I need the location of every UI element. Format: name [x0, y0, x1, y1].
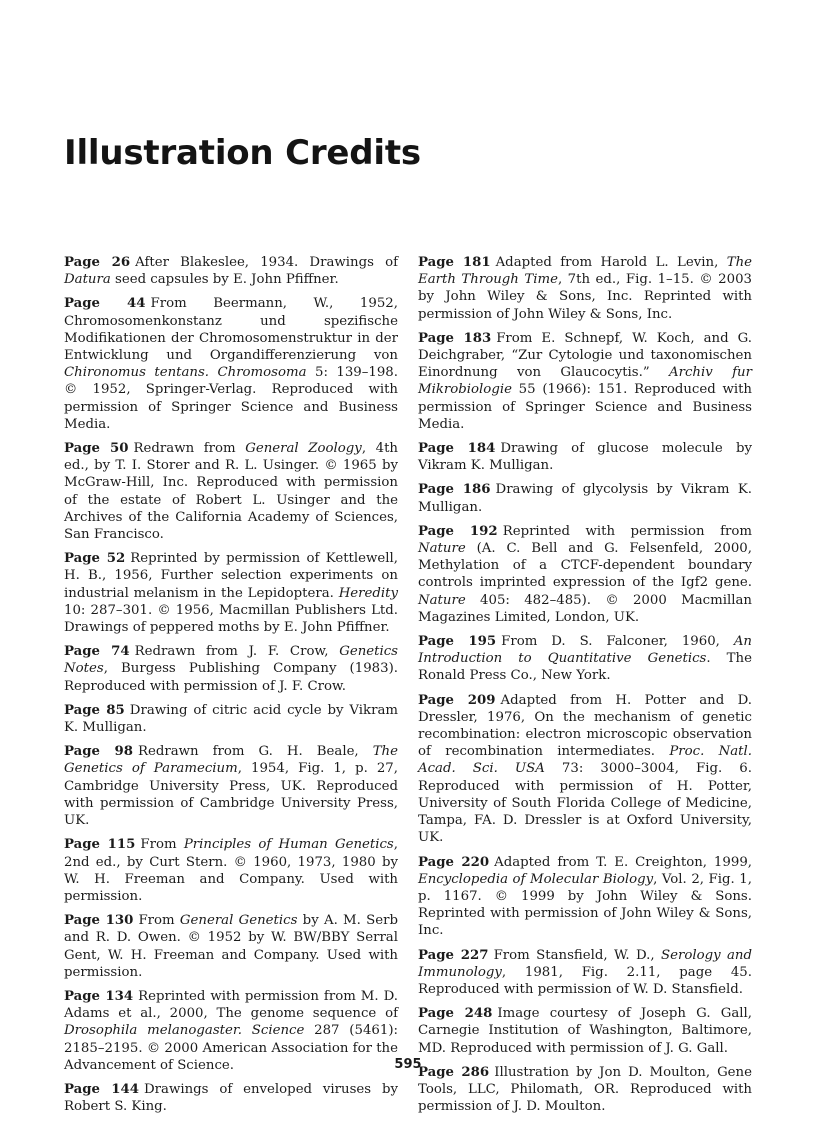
- credit-page-ref: Page 209: [418, 692, 496, 708]
- credit-page-ref: Page 195: [418, 634, 497, 650]
- credit-page-ref: Page 248: [418, 1006, 493, 1022]
- credit-text: Redrawn from: [133, 441, 246, 457]
- credit-text: After Blakeslee, 1934. Drawings of: [135, 255, 398, 270]
- credit-page-ref: Page 26: [64, 255, 131, 270]
- page-number: 595: [394, 1057, 422, 1072]
- credit-text: , 1981, Fig. 2.11, page 45. Reproduced with permission of W. D. Stansfield.: [418, 964, 752, 997]
- credit-title-italic: Nature: [418, 592, 466, 608]
- credit-entry: [64, 440, 398, 543]
- credit-title-italic: Principles of Human Genetics: [183, 837, 394, 853]
- credit-page-ref: Page 286: [418, 1064, 490, 1080]
- credit-page-ref: Page 181: [418, 255, 491, 270]
- credit-title-italic: Datura: [64, 272, 111, 288]
- credit-entry: [64, 836, 398, 905]
- credit-entry: [418, 633, 752, 685]
- credit-text: 73: 3000–3004, Fig. 6. Reproduced with permission of H. Potter, University of South Florida College of Medicine, Tampa, FA. D. Dressler is at Oxford University, UK.: [418, 761, 752, 846]
- credit-page-ref: Page 130: [64, 913, 134, 929]
- credit-text: Reprinted with permission from M. D. Adams et al., 2000, The genome sequence of: [64, 988, 398, 1022]
- credit-entry: [64, 743, 398, 829]
- credit-text: , Burgess Publishing Company (1983). Reproduced with permission of J. F. Crow.: [64, 661, 398, 694]
- credit-text: 287 (5461): 2185–2195. © 2000 American Association for the Advancement of Science.: [64, 1023, 399, 1073]
- credit-text: Drawing of glucose molecule by Vikram K. Mulligan.: [418, 441, 753, 474]
- credit-entry: [418, 854, 752, 940]
- credit-entry: [418, 254, 752, 323]
- credit-text: by A. M. Serb and R. D. Owen. © 1952 by W. BW/BBY Serral Gent, W. H. Freeman and Company. Used with permission.: [64, 913, 398, 980]
- credit-text: 405: 482–485). © 2000 Macmillan Magazines Limited, London, UK.: [418, 592, 752, 625]
- credit-text: seed capsules by E. John Pfiffner.: [110, 272, 339, 288]
- credit-page-ref: Page 220: [418, 854, 490, 870]
- credit-title-italic: The Genetics of Paramecium: [64, 744, 398, 777]
- credit-title-italic: Genetics Notes: [64, 644, 398, 677]
- credit-entry: [418, 523, 752, 626]
- credit-entry: [418, 692, 752, 847]
- credit-text: Redrawn from J. F. Crow,: [134, 644, 340, 660]
- credit-title-italic: An Introduction to Quantitative Genetics: [418, 634, 752, 667]
- credit-title-italic: Serology and Immunology: [418, 947, 753, 980]
- credit-page-ref: Page 85: [64, 702, 125, 718]
- credit-text: , 2nd ed., by Curt Stern. © 1960, 1973, 1980 by W. H. Freeman and Company. Used with permission.: [64, 837, 398, 904]
- credit-text: From Stansfield, W. D.,: [493, 947, 661, 963]
- credit-entry: [418, 481, 752, 515]
- credits-column-left: [64, 254, 398, 1122]
- credit-page-ref: Page 144: [64, 1081, 140, 1097]
- credit-text: 55 (1966): 151. Reproduced with permission of Springer Science and Business Media.: [418, 382, 752, 432]
- credit-entry: [64, 295, 398, 433]
- credit-text: Image courtesy of Joseph G. Gall, Carnegie Institution of Washington, Baltimore, MD. Reproduced with permission of J. G. Gall.: [418, 1006, 752, 1056]
- credit-text: Drawing of citric acid cycle by Vikram K. Mulligan.: [64, 702, 398, 736]
- credit-title-italic: General Genetics: [179, 913, 298, 929]
- credit-entry: [64, 550, 398, 636]
- credit-page-ref: Page 183: [418, 330, 492, 346]
- credit-title-italic: Nature: [418, 541, 466, 557]
- credit-title-italic: Proc. Natl. Acad. Sci. USA: [418, 744, 752, 777]
- credit-title-italic: Archiv fur Mikrobiologie: [418, 365, 752, 398]
- credit-text: (A. C. Bell and G. Felsenfeld, 2000, Methylation of a CTCF-dependent boundary controls imprinted expression of the Igf2 gene.: [418, 541, 752, 591]
- credit-page-ref: Page 44: [64, 296, 146, 312]
- credit-text: , Vol. 2, Fig. 1, p. 1167. © 1999 by John Wiley & Sons. Reprinted with permission of John Wiley & Sons, Inc.: [418, 871, 752, 939]
- credit-title-italic: The Earth Through Time: [418, 255, 753, 288]
- credit-text: . The Ronald Press Co., New York.: [418, 651, 752, 684]
- credit-title-italic: General Zoology: [245, 441, 362, 457]
- credit-page-ref: Page 50: [64, 441, 129, 457]
- credit-page-ref: Page 74: [64, 644, 130, 660]
- credit-title-italic: Chironomus tentans. Chromosoma: [64, 365, 307, 381]
- credit-text: 10: 287–301. © 1956, Macmillan Publishers Ltd. Drawings of peppered moths by E. John Pfiffner.: [64, 602, 398, 636]
- credit-title-italic: Drosophila melanogaster. Science: [64, 1023, 305, 1039]
- credit-entry: [418, 330, 752, 433]
- credit-text: Adapted from T. E. Creighton, 1999,: [494, 854, 753, 870]
- credit-entry: [64, 254, 398, 288]
- credit-text: , 7th ed., Fig. 1–15. © 2003 by John Wiley & Sons, Inc. Reprinted with permission of John Wiley & Sons, Inc.: [418, 272, 752, 322]
- credit-page-ref: Page 115: [64, 837, 136, 853]
- credit-entry: [418, 947, 752, 999]
- credit-page-ref: Page 52: [64, 551, 126, 567]
- credit-page-ref: Page 98: [64, 744, 133, 760]
- credit-text: , 1954, Fig. 1, p. 27, Cambridge University Press, UK. Reproduced with permission of Cambridge University Press, UK.: [64, 761, 398, 829]
- credit-title-italic: Encyclopedia of Molecular Biology: [418, 871, 654, 887]
- credit-text: Drawing of glycolysis by Vikram K. Mulligan.: [418, 482, 752, 515]
- credit-entry: [418, 1005, 752, 1057]
- credit-entry: [64, 912, 398, 981]
- credit-page-ref: Page 184: [418, 441, 496, 457]
- credit-entry: [64, 1081, 398, 1115]
- credit-entry: [64, 643, 398, 695]
- credit-text: From: [140, 837, 184, 853]
- credit-text: Drawings of enveloped viruses by Robert S. King.: [64, 1081, 398, 1115]
- credit-page-ref: Page 134: [64, 988, 134, 1004]
- credit-entry: [64, 702, 398, 736]
- credit-text: Adapted from H. Potter and D. Dressler, 1976, On the mechanism of genetic recombination: electron microscopic observation of recombination intermediates.: [418, 692, 752, 760]
- credit-page-ref: Page 192: [418, 523, 498, 539]
- credit-text: From D. S. Falconer, 1960,: [501, 634, 734, 650]
- credit-page-ref: Page 227: [418, 947, 489, 963]
- credit-text: 5: 139–198. © 1952, Springer-Verlag. Reproduced with permission of Springer Science and Business Media.: [64, 365, 398, 432]
- credit-title-italic: Heredity: [338, 585, 398, 601]
- credit-text: Adapted from Harold L. Levin,: [495, 255, 727, 270]
- credit-text: From: [138, 913, 180, 929]
- credit-text: Redrawn from G. H. Beale,: [137, 744, 373, 760]
- credit-text: Illustration by Jon D. Moulton, Gene Tools, LLC, Philomath, OR. Reproduced with permission of J. D. Moulton.: [418, 1064, 752, 1115]
- credit-page-ref: Page 186: [418, 482, 491, 498]
- credit-entry: [418, 440, 752, 474]
- credit-text: From Beermann, W., 1952, Chromosomenkonstanz und spezifische Modifikationen der Chromosomenstruktur in der Entwicklung und Organdifferenzierung von: [64, 296, 398, 364]
- credit-text: Reprinted with permission from: [502, 523, 752, 539]
- credit-text: Reprinted by permission of Kettlewell, H. B., 1956, Further selection experiments on industrial melanism in the Lepidoptera.: [64, 551, 398, 601]
- credit-text: , 4th ed., by T. I. Storer and R. L. Usinger. © 1965 by McGraw-Hill, Inc. Reproduced with permission of the estate of Robert L. Usinger and the Archives of the California Academy of Sciences, San Francisco.: [64, 441, 398, 543]
- page-title: Illustration Credits: [64, 133, 421, 173]
- credit-text: From E. Schnepf, W. Koch, and G. Deichgraber, “Zur Cytologie und taxonomischen Einordnung von Glaucocytis.”: [418, 330, 752, 381]
- credits-column-right: [418, 254, 752, 1122]
